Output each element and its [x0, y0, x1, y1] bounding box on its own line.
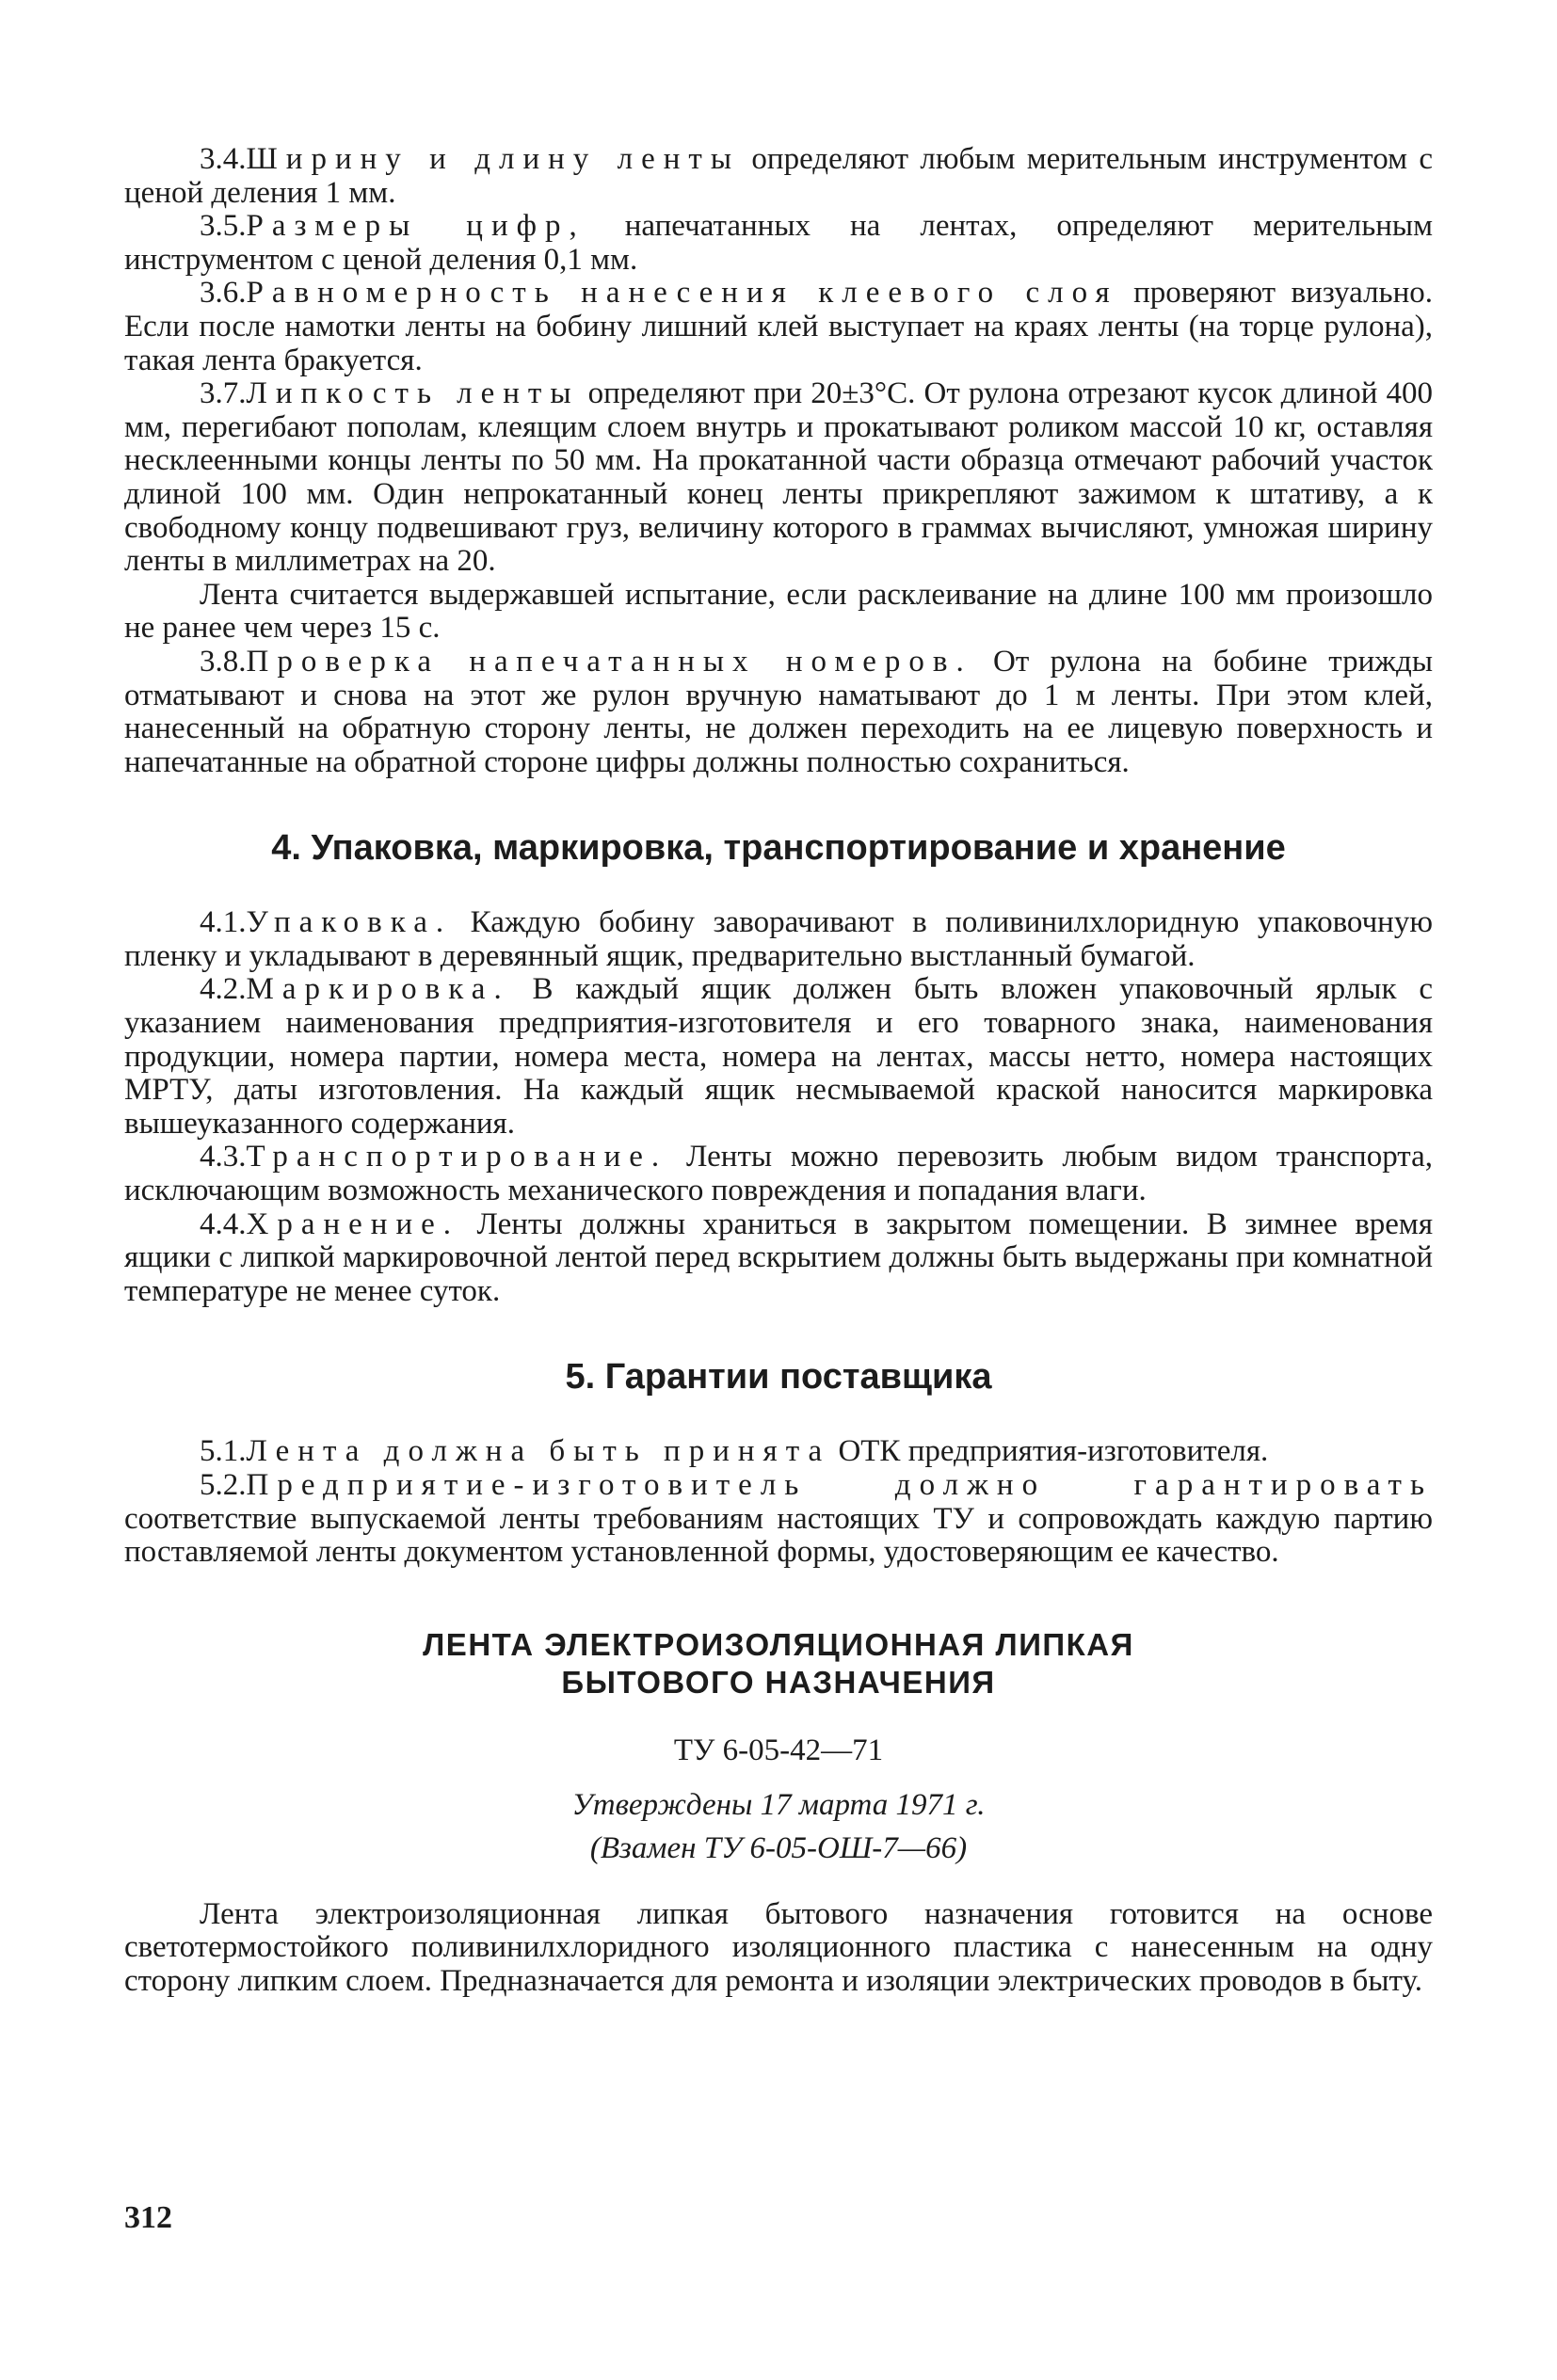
clause-number: 4.3. [200, 1140, 247, 1174]
clause-text: определяют при 20±3°С. От рулона отрезают кусок длиной 400 мм, перегибают пополам, клеящим слоем внутрь и прокатывают роликом массой 10 кг, оставляя несклеенными концы ленты по 50 мм. На прокатанной части образца отмечают рабочий участок длиной 100 мм. Один непрокатанный конец ленты прикрепляют зажимом к штативу, а к свободному концу подвешивают груз, величину которого в граммах вычисляют, умножая ширину ленты в миллиметрах на 20. [124, 376, 1433, 579]
section-4-heading: 4. Упаковка, маркировка, транспортирование и хранение [271, 828, 1286, 869]
clause-number: 4.4. [200, 1206, 247, 1241]
tu-number: ТУ 6-05-42—71 [673, 1733, 884, 1767]
clause-5-2 [124, 1469, 1433, 1570]
clause-number: 5.2. [200, 1468, 247, 1502]
clause-3-6 [124, 277, 1433, 377]
clause-text: Каждую бобину заворачивают в поливинилхлоридную упаковочную пленку и укладывают в деревянный ящик, предварительно выстланный бумагой. [124, 905, 1433, 973]
clause-title: Упаковка. [246, 905, 453, 940]
clause-text: напечатанных на лентах, определяют мерительным инструментом с ценой деления 0,1 мм. [124, 209, 1433, 277]
clause-text: соответствие выпускаемой ленты требованиям настоящих ТУ и сопровождать каждую партию поставляемой ленты документом установленной формы, удостоверяющим ее качество. [124, 1501, 1433, 1570]
replaces-note: (Взамен ТУ 6-05-ОШ-7—66) [589, 1830, 968, 1865]
clause-5-1 [124, 1435, 1433, 1469]
approval-date: Утверждены 17 марта 1971 г. [571, 1787, 986, 1822]
clause-number: 3.4. [200, 142, 247, 176]
clause-number: 4.1. [200, 905, 247, 940]
clause-text: В каждый ящик должен быть вложен упаковочный ярлык с указанием наименования предприятия-изготовителя и его товарного знака, наименования продукции, номера партии, номера места, номера на лентах, массы нетто, номера настоящих МРТУ, даты изготовления. На каждый ящик несмываемой краской наносится маркировка вышеуказанного содержания. [124, 972, 1433, 1141]
clause-4-2 [124, 973, 1433, 1141]
section-5-heading: 5. Гарантии поставщика [565, 1357, 992, 1398]
clause-3-5 [124, 210, 1433, 277]
clause-number: 3.7. [200, 376, 247, 411]
clause-3-7 [124, 377, 1433, 579]
clause-number: 3.6. [200, 276, 247, 311]
clause-text: Ленты должны храниться в закрытом помещении. В зимнее время ящики с липкой маркировочной лентой перед вскрытием должны быть выдержаны при комнатной температуре не менее суток. [124, 1206, 1433, 1308]
clause-text: проверяют визуально. Если после намотки ленты на бобину лишний клей выступает на краях ленты (на торце рулона), такая лента бракуется. [124, 276, 1434, 377]
clause-number: 3.5. [200, 209, 247, 244]
clause-title: Транспортирование. [246, 1140, 668, 1174]
product-title-line-1: ЛЕНТА ЭЛЕКТРОИЗОЛЯЦИОННАЯ ЛИПКАЯ [423, 1626, 1134, 1662]
clause-3-4 [124, 143, 1433, 210]
clause-title: Липкость ленты [246, 376, 580, 411]
product-title-line-2: БЫТОВОГО НАЗНАЧЕНИЯ [561, 1664, 996, 1700]
clause-number: 3.8. [200, 644, 247, 679]
clause-number: 5.1. [200, 1434, 247, 1469]
clause-4-4 [124, 1208, 1433, 1309]
clause-text: определяют любым мерительным инструментом с ценой деления 1 мм. [124, 142, 1433, 210]
clause-title: Ширину и длину ленты [246, 142, 741, 176]
clause-title: Маркировка. [246, 972, 510, 1007]
clause-4-3 [124, 1141, 1433, 1207]
clause-number: 4.2. [200, 972, 247, 1007]
clause-3-7-continuation: Лента считается выдержавшей испытание, если расклеивание на длине 100 мм произошло не ранее чем через 15 с. [124, 577, 1433, 646]
clause-text: От рулона на бобине трижды отматывают и снова на этот же рулон вручную наматывают до 1 м ленты. При этом клей, нанесенный на обратную сторону ленты, не должен переходить на ее лицевую поверхность и напечатанные на обратной стороне цифры должны полностью сохраниться. [124, 644, 1433, 779]
product-title [124, 1626, 1433, 1701]
approval-block [124, 1783, 1433, 1870]
page-number: 312 [124, 2200, 172, 2235]
clause-4-1 [124, 906, 1433, 973]
clause-title: Равномерность нанесения клеевого слоя [246, 276, 1118, 311]
clause-title: Предприятие-изготовитель должно гарантировать [246, 1468, 1433, 1502]
clause-text: ОТК предприятия-изготовителя. [830, 1434, 1269, 1469]
clause-title: Размеры цифр, [246, 209, 586, 244]
clause-text: Ленты можно перевозить любым видом транспорта, исключающим возможность механического повреждения и попадания влаги. [124, 1140, 1433, 1208]
clause-3-8 [124, 646, 1433, 779]
clause-title: Лента должна быть принята [246, 1434, 831, 1469]
clause-title: Проверка напечатанных номеров. [246, 644, 972, 679]
product-description: Лента электроизоляционная липкая бытового назначения готовится на основе светотермостойкого поливинилхлоридного изоляционного пластика с нанесенным на одну сторону липким слоем. Предназначается для ремонта и изоляции электрических проводов в быту. [124, 1896, 1433, 1998]
clause-title: Хранение. [246, 1206, 460, 1241]
